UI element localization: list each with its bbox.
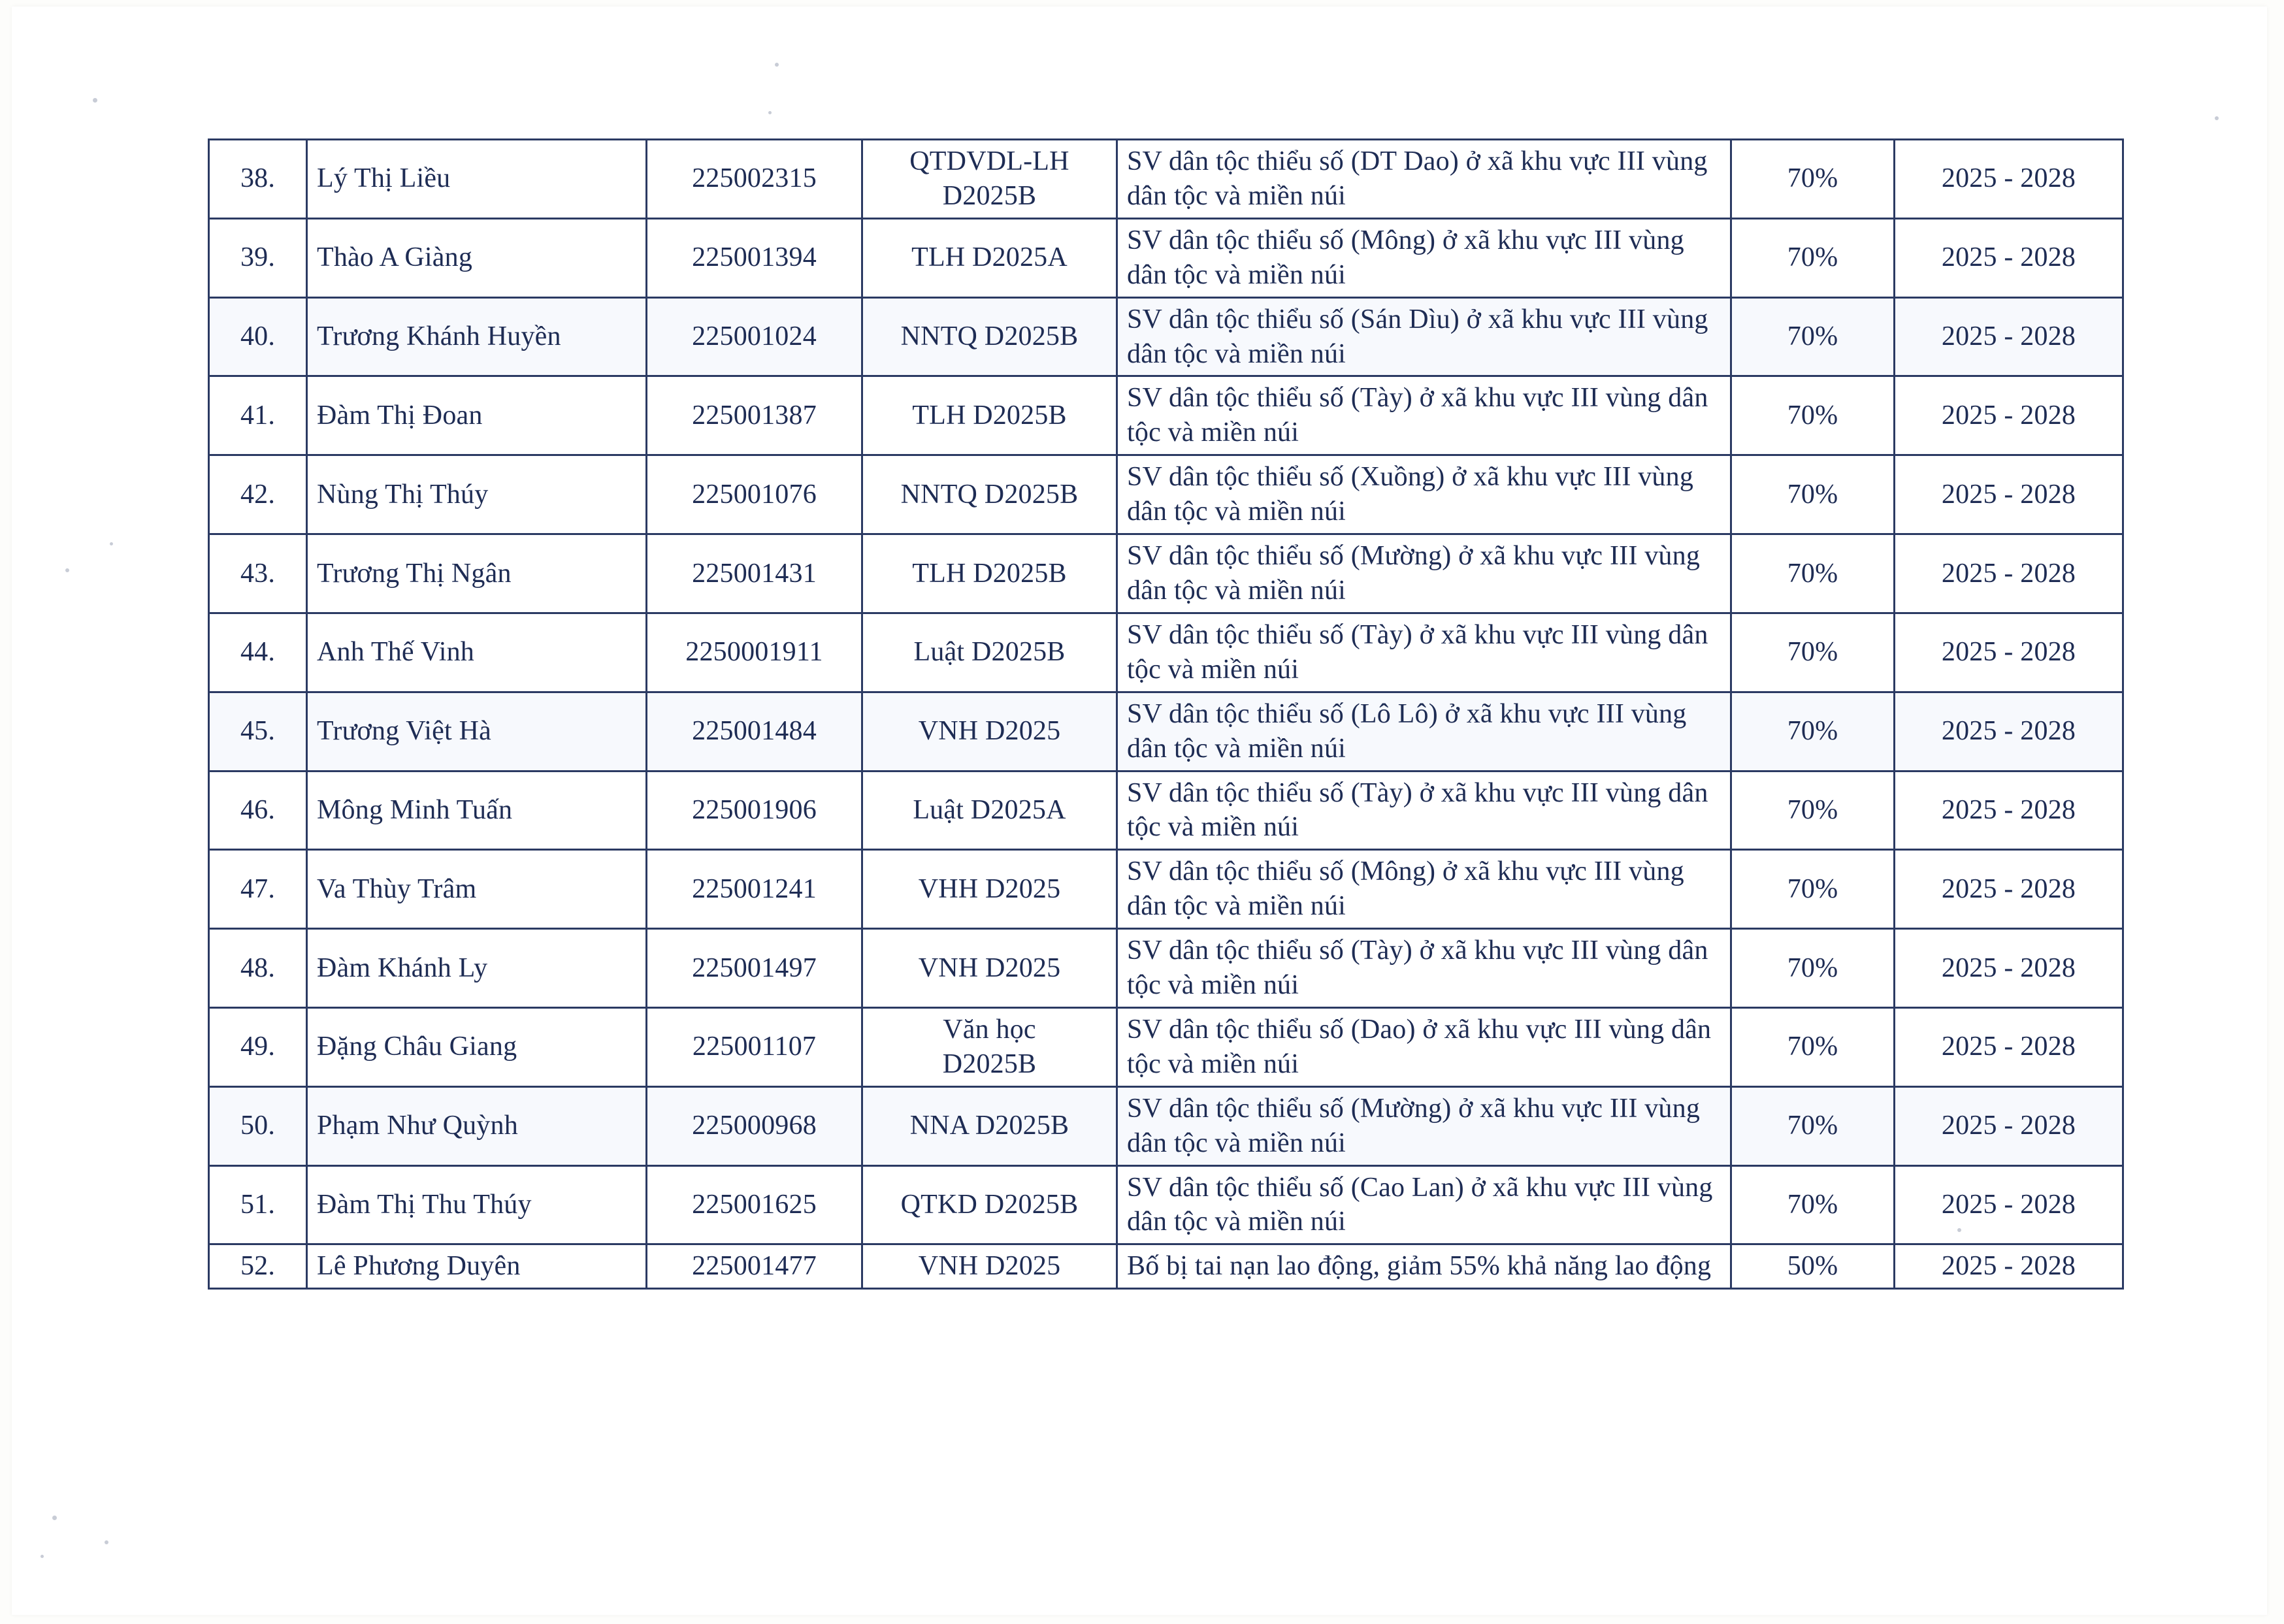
class-line-2: D2025B — [942, 1048, 1037, 1079]
row-index: 42. — [209, 455, 307, 534]
period: 2025 - 2028 — [1895, 850, 2123, 929]
table-row — [209, 613, 2123, 692]
exemption-percent: 70% — [1731, 534, 1895, 613]
period: 2025 - 2028 — [1895, 1244, 2123, 1289]
exemption-reason: SV dân tộc thiểu số (Dao) ở xã khu vực III vùng dân tộc và miền núi — [1117, 1007, 1731, 1086]
class-line-1: Văn học — [943, 1014, 1036, 1045]
student-name: Lê Phương Duyên — [307, 1244, 647, 1289]
table-row — [209, 1007, 2123, 1086]
row-index: 38. — [209, 140, 307, 219]
student-code: 225001241 — [647, 850, 862, 929]
student-code: 225001431 — [647, 534, 862, 613]
table-row — [209, 376, 2123, 455]
exemption-reason: SV dân tộc thiểu số (Xuồng) ở xã khu vực III vùng dân tộc và miền núi — [1117, 455, 1731, 534]
scan-speck — [768, 111, 772, 114]
student-code: 225001484 — [647, 692, 862, 771]
exemption-percent: 70% — [1731, 376, 1895, 455]
period: 2025 - 2028 — [1895, 692, 2123, 771]
row-index: 46. — [209, 771, 307, 850]
table-row — [209, 297, 2123, 376]
table — [208, 138, 2124, 1290]
scan-speck — [41, 1555, 44, 1558]
student-code: 225001906 — [647, 771, 862, 850]
class-name: NNA D2025B — [862, 1086, 1117, 1165]
exemption-reason: SV dân tộc thiểu số (Tày) ở xã khu vực III vùng dân tộc và miền núi — [1117, 613, 1731, 692]
exemption-percent: 70% — [1731, 297, 1895, 376]
exemption-percent: 70% — [1731, 218, 1895, 297]
student-name: Lý Thị Liều — [307, 140, 647, 219]
table-row — [209, 1165, 2123, 1244]
class-name: VNH D2025 — [862, 929, 1117, 1008]
class-name: Luật D2025B — [862, 613, 1117, 692]
exemption-reason: SV dân tộc thiểu số (Mông) ở xã khu vực III vùng dân tộc và miền núi — [1117, 218, 1731, 297]
scan-speck — [775, 63, 779, 67]
period: 2025 - 2028 — [1895, 455, 2123, 534]
table-row — [209, 1086, 2123, 1165]
row-index: 44. — [209, 613, 307, 692]
student-code: 225001107 — [647, 1007, 862, 1086]
student-code: 225000968 — [647, 1086, 862, 1165]
class-name: VHH D2025 — [862, 850, 1117, 929]
student-name: Đàm Khánh Ly — [307, 929, 647, 1008]
period: 2025 - 2028 — [1895, 1165, 2123, 1244]
student-name: Thào A Giàng — [307, 218, 647, 297]
student-code: 225001076 — [647, 455, 862, 534]
exemption-reason: SV dân tộc thiểu số (Tày) ở xã khu vực III vùng dân tộc và miền núi — [1117, 376, 1731, 455]
period: 2025 - 2028 — [1895, 771, 2123, 850]
period: 2025 - 2028 — [1895, 929, 2123, 1008]
exemption-percent: 70% — [1731, 140, 1895, 219]
row-index: 45. — [209, 692, 307, 771]
student-code: 225001394 — [647, 218, 862, 297]
row-index: 39. — [209, 218, 307, 297]
table-row — [209, 1244, 2123, 1289]
exemption-percent: 50% — [1731, 1244, 1895, 1289]
class-name: NNTQ D2025B — [862, 455, 1117, 534]
period: 2025 - 2028 — [1895, 534, 2123, 613]
class-name: VNH D2025 — [862, 692, 1117, 771]
student-code: 225001477 — [647, 1244, 862, 1289]
scan-speck — [65, 568, 69, 572]
class-line-2: D2025B — [942, 180, 1037, 211]
period: 2025 - 2028 — [1895, 297, 2123, 376]
exemption-percent: 70% — [1731, 455, 1895, 534]
exemption-percent: 70% — [1731, 1165, 1895, 1244]
student-name: Trương Việt Hà — [307, 692, 647, 771]
row-index: 41. — [209, 376, 307, 455]
table-row — [209, 455, 2123, 534]
exemption-reason: SV dân tộc thiểu số (Tày) ở xã khu vực III vùng dân tộc và miền núi — [1117, 929, 1731, 1008]
exemption-reason: SV dân tộc thiểu số (Cao Lan) ở xã khu vực III vùng dân tộc và miền núi — [1117, 1165, 1731, 1244]
row-index: 50. — [209, 1086, 307, 1165]
scholarship-exemption-table — [208, 138, 2122, 1290]
row-index: 51. — [209, 1165, 307, 1244]
period: 2025 - 2028 — [1895, 613, 2123, 692]
exemption-percent: 70% — [1731, 1007, 1895, 1086]
class-name: Luật D2025A — [862, 771, 1117, 850]
student-code: 225001497 — [647, 929, 862, 1008]
period: 2025 - 2028 — [1895, 140, 2123, 219]
student-name: Trương Khánh Huyền — [307, 297, 647, 376]
student-code: 225001625 — [647, 1165, 862, 1244]
class-name: VNH D2025 — [862, 1244, 1117, 1289]
exemption-percent: 70% — [1731, 850, 1895, 929]
row-index: 49. — [209, 1007, 307, 1086]
class-name: TLH D2025A — [862, 218, 1117, 297]
student-code: 225001387 — [647, 376, 862, 455]
exemption-percent: 70% — [1731, 613, 1895, 692]
table-row — [209, 692, 2123, 771]
student-name: Đàm Thị Thu Thúy — [307, 1165, 647, 1244]
table-row — [209, 534, 2123, 613]
period: 2025 - 2028 — [1895, 376, 2123, 455]
class-name: TLH D2025B — [862, 376, 1117, 455]
exemption-reason: SV dân tộc thiểu số (DT Dao) ở xã khu vực III vùng dân tộc và miền núi — [1117, 140, 1731, 219]
student-code: 225001024 — [647, 297, 862, 376]
exemption-percent: 70% — [1731, 771, 1895, 850]
table-row — [209, 140, 2123, 219]
scan-speck — [93, 98, 97, 103]
exemption-reason: SV dân tộc thiểu số (Mường) ở xã khu vực III vùng dân tộc và miền núi — [1117, 1086, 1731, 1165]
class-name: TLH D2025B — [862, 534, 1117, 613]
class-name — [862, 140, 1117, 219]
row-index: 40. — [209, 297, 307, 376]
exemption-reason: Bố bị tai nạn lao động, giảm 55% khả năng lao động — [1117, 1244, 1731, 1289]
table-row — [209, 218, 2123, 297]
student-name: Anh Thế Vinh — [307, 613, 647, 692]
exemption-percent: 70% — [1731, 929, 1895, 1008]
row-index: 43. — [209, 534, 307, 613]
exemption-percent: 70% — [1731, 692, 1895, 771]
exemption-reason: SV dân tộc thiểu số (Mông) ở xã khu vực III vùng dân tộc và miền núi — [1117, 850, 1731, 929]
period: 2025 - 2028 — [1895, 218, 2123, 297]
table-row — [209, 850, 2123, 929]
period: 2025 - 2028 — [1895, 1007, 2123, 1086]
student-name: Nùng Thị Thúy — [307, 455, 647, 534]
row-index: 48. — [209, 929, 307, 1008]
exemption-percent: 70% — [1731, 1086, 1895, 1165]
class-name — [862, 1007, 1117, 1086]
student-name: Va Thùy Trâm — [307, 850, 647, 929]
table-row — [209, 771, 2123, 850]
class-name: QTKD D2025B — [862, 1165, 1117, 1244]
scan-speck — [105, 1540, 108, 1544]
scan-speck — [2215, 116, 2219, 120]
scan-speck — [110, 542, 113, 545]
class-name: NNTQ D2025B — [862, 297, 1117, 376]
student-name: Mông Minh Tuấn — [307, 771, 647, 850]
student-name: Trương Thị Ngân — [307, 534, 647, 613]
exemption-reason: SV dân tộc thiểu số (Mường) ở xã khu vực III vùng dân tộc và miền núi — [1117, 534, 1731, 613]
scan-speck — [52, 1516, 57, 1520]
exemption-reason: SV dân tộc thiểu số (Tày) ở xã khu vực III vùng dân tộc và miền núi — [1117, 771, 1731, 850]
exemption-reason: SV dân tộc thiểu số (Lô Lô) ở xã khu vực III vùng dân tộc và miền núi — [1117, 692, 1731, 771]
student-name: Phạm Như Quỳnh — [307, 1086, 647, 1165]
row-index: 47. — [209, 850, 307, 929]
student-code: 225002315 — [647, 140, 862, 219]
class-line-1: QTDVDL-LH — [909, 146, 1069, 176]
student-code: 2250001911 — [647, 613, 862, 692]
exemption-reason: SV dân tộc thiểu số (Sán Dìu) ở xã khu vực III vùng dân tộc và miền núi — [1117, 297, 1731, 376]
student-name: Đàm Thị Đoan — [307, 376, 647, 455]
table-row — [209, 929, 2123, 1008]
student-name: Đặng Châu Giang — [307, 1007, 647, 1086]
period: 2025 - 2028 — [1895, 1086, 2123, 1165]
row-index: 52. — [209, 1244, 307, 1289]
